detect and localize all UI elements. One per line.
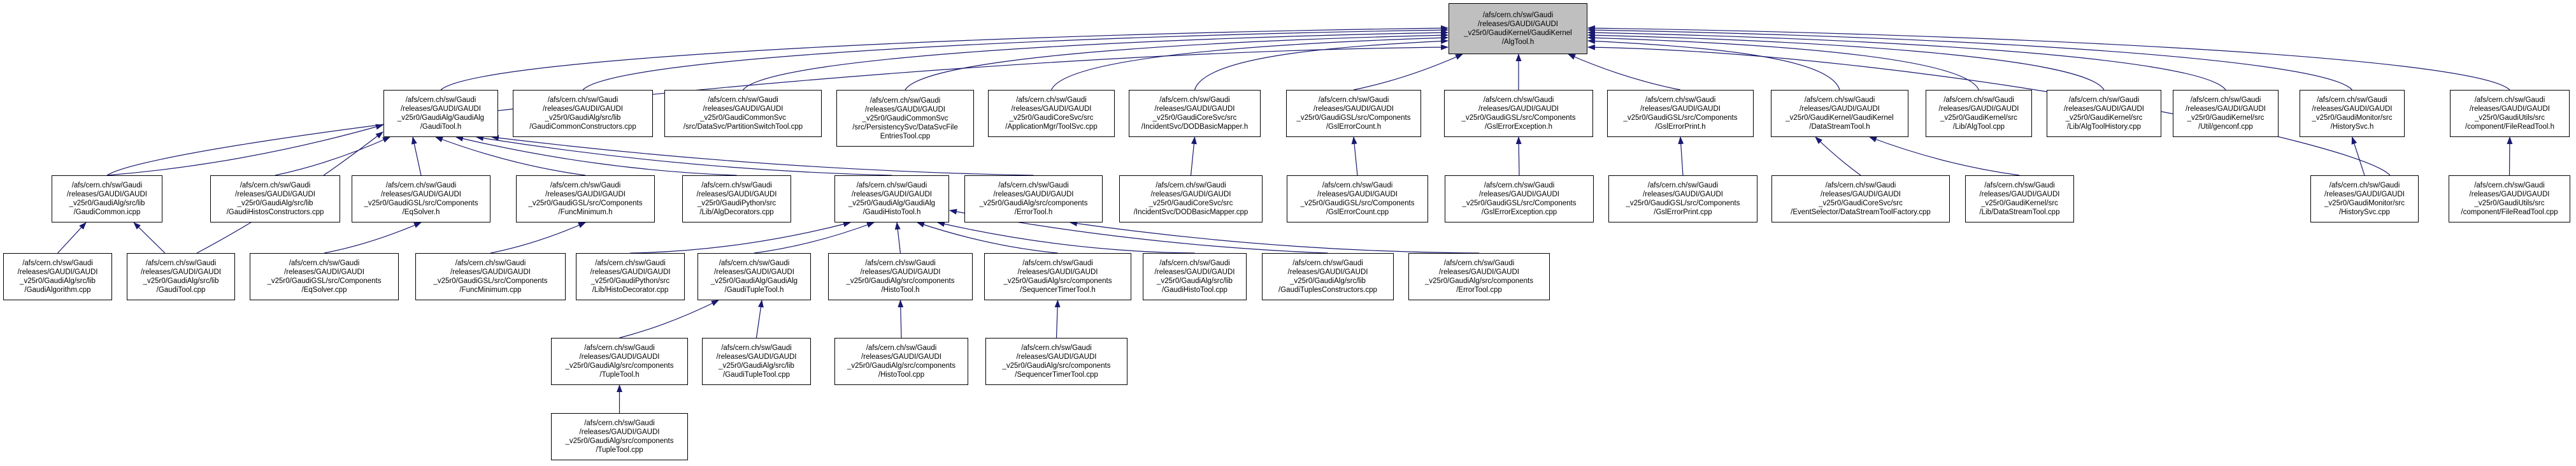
node-label-line: /afs/cern.ch/sw/Gaudi	[289, 259, 360, 267]
include-edge	[1568, 54, 1680, 90]
node-label-line: /releases/GAUDI/GAUDI	[1800, 105, 1880, 113]
node-label-line: /afs/cern.ch/sw/Gaudi	[22, 259, 93, 267]
node-label-line: _v25r0/GaudiCoreSvc/src	[1148, 200, 1233, 207]
include-edge	[107, 125, 383, 175]
graph-node-n2_14[interactable]	[2300, 90, 2405, 137]
graph-node-root	[1449, 3, 1587, 54]
node-label-line: /afs/cern.ch/sw/Gaudi	[1292, 259, 1363, 267]
include-edge	[1870, 137, 2020, 175]
graph-node-n5_2[interactable]	[702, 338, 811, 385]
node-label-line: /afs/cern.ch/sw/Gaudi	[584, 419, 655, 427]
graph-node-n5_4[interactable]	[985, 338, 1127, 385]
node-label-line: /afs/cern.ch/sw/Gaudi	[1943, 96, 2014, 104]
node-label-line: /afs/cern.ch/sw/Gaudi	[869, 96, 941, 105]
node-label-line: _v25r0/GaudiAlg/src/lib	[143, 277, 219, 285]
node-label-line: _v25r0/GaudiAlg/src/components	[847, 362, 956, 370]
node-label-line: /afs/cern.ch/sw/Gaudi	[547, 96, 619, 104]
include-edge	[620, 300, 719, 338]
node-label-line: _v25r0/GaudiKernel/GaudiKernel	[1785, 114, 1894, 122]
node-label-line: /afs/cern.ch/sw/Gaudi	[1482, 11, 1554, 19]
node-label-line: /FuncMinimum.h	[558, 208, 613, 216]
graph-node-n3_12[interactable]	[1771, 175, 1950, 222]
graph-node-n4_7[interactable]	[828, 253, 973, 300]
graph-node-n5_3[interactable]	[834, 338, 968, 385]
include-edge	[1057, 300, 1058, 338]
graph-node-n4_6[interactable]	[698, 253, 811, 300]
node-label-line: /releases/GAUDI/GAUDI	[1313, 105, 1394, 113]
node-label-line: _v25r0/GaudiCoreSvc/src	[1819, 200, 1903, 207]
include-edge	[456, 137, 737, 175]
include-edge	[413, 137, 421, 175]
graph-node-n3_13[interactable]	[1965, 175, 2074, 222]
node-label-line: /afs/cern.ch/sw/Gaudi	[2474, 182, 2545, 189]
node-label-line: /releases/GAUDI/GAUDI	[450, 268, 531, 276]
include-edge	[917, 222, 1058, 253]
include-edge	[1191, 137, 1195, 175]
node-label-line: _v25r0/GaudiKernel/src	[1981, 200, 2058, 207]
node-label-line: /afs/cern.ch/sw/Gaudi	[405, 96, 476, 104]
node-label-line: _v25r0/GaudiGSL/src/Components	[267, 277, 382, 285]
node-label-line: /releases/GAUDI/GAUDI	[1979, 191, 2060, 198]
node-label-line: /releases/GAUDI/GAUDI	[284, 268, 364, 276]
node-label-line: /releases/GAUDI/GAUDI	[861, 353, 941, 361]
include-edge	[1354, 137, 1357, 175]
node-label-line: _v25r0/GaudiGSL/src/Components	[1462, 200, 1577, 207]
node-label-line: /GaudiTool.cpp	[156, 286, 206, 294]
node-label-line: /releases/GAUDI/GAUDI	[865, 105, 945, 113]
graph-node-n2_2[interactable]	[513, 90, 653, 137]
graph-node-n3_7[interactable]	[964, 175, 1103, 222]
include-edge	[1195, 41, 1449, 90]
node-label-line: /afs/cern.ch/sw/Gaudi	[455, 259, 526, 267]
node-label-line: _v25r0/GaudiUtils/src	[2475, 114, 2545, 122]
node-label-line: _v25r0/GaudiAlg/GaudiAlg	[848, 200, 936, 207]
node-label-line: /releases/GAUDI/GAUDI	[2469, 191, 2550, 198]
node-label-line: /afs/cern.ch/sw/Gaudi	[1443, 259, 1515, 267]
node-label-line: /afs/cern.ch/sw/Gaudi	[856, 182, 927, 189]
node-label-line: /releases/GAUDI/GAUDI	[1017, 268, 1098, 276]
include-edge	[441, 28, 1448, 90]
node-label-line: _v25r0/GaudiAlg/src/components	[1003, 277, 1112, 285]
node-label-line: _v25r0/GaudiAlg/GaudiAlg	[710, 277, 798, 285]
node-label-line: /GaudiCommon.icpp	[73, 208, 141, 216]
node-label-line: _v25r0/GaudiGSL/src/Components	[1296, 114, 1411, 122]
node-label-line: /ApplicationMgr/ToolSvc.cpp	[1005, 123, 1098, 131]
node-label-line: /releases/GAUDI/GAUDI	[545, 191, 626, 198]
node-label-line: /afs/cern.ch/sw/Gaudi	[1484, 182, 1555, 189]
node-label-line: _v25r0/GaudiCoreSvc/src	[1009, 114, 1094, 122]
include-edge	[1052, 38, 1449, 90]
node-label-line: /GaudiAlgorithm.cpp	[24, 286, 91, 294]
node-label-line: /afs/cern.ch/sw/Gaudi	[1984, 182, 2055, 189]
node-label-line: /TupleTool.cpp	[596, 446, 643, 454]
node-label-line: /releases/GAUDI/GAUDI	[1317, 191, 1398, 198]
node-label-line: /afs/cern.ch/sw/Gaudi	[2190, 96, 2261, 104]
graph-node-n3_5[interactable]	[682, 175, 791, 222]
node-label-line: /afs/cern.ch/sw/Gaudi	[1483, 96, 1554, 104]
include-edge	[490, 222, 585, 253]
node-label-line: /releases/GAUDI/GAUDI	[1154, 105, 1235, 113]
node-label-line: _v25r0/GaudiAlg/src/components	[565, 437, 674, 445]
node-label-line: _v25r0/GaudiMonitor/src	[2324, 200, 2405, 207]
node-label-line: /HistorySvc.cpp	[2339, 208, 2390, 216]
include-edge	[1354, 54, 1463, 90]
graph-node-n2_1[interactable]	[383, 90, 498, 137]
node-label-line: /releases/GAUDI/GAUDI	[1439, 268, 1519, 276]
node-label-line: /GaudiHistosConstructors.cpp	[226, 208, 324, 216]
node-label-line: /releases/GAUDI/GAUDI	[703, 105, 784, 113]
graph-node-n4_9[interactable]	[1143, 253, 1247, 300]
node-label-line: _v25r0/GaudiAlg/src/components	[1424, 277, 1534, 285]
graph-node-n2_9[interactable]	[1607, 90, 1754, 137]
graph-node-n3_4[interactable]	[516, 175, 655, 222]
node-label-line: /releases/GAUDI/GAUDI	[579, 428, 660, 436]
node-label-line: /afs/cern.ch/sw/Gaudi	[701, 182, 772, 189]
graph-node-n2_3[interactable]	[664, 90, 822, 137]
graph-node-n2_11[interactable]	[1926, 90, 2032, 137]
graph-node-n3_9[interactable]	[1287, 175, 1428, 222]
node-label-line: _v25r0/GaudiMonitor/src	[2312, 114, 2393, 122]
include-edge	[754, 222, 874, 253]
node-label-line: /HistorySvc.h	[2330, 123, 2374, 131]
graph-node-n3_11[interactable]	[1608, 175, 1757, 222]
graph-node-n3_15[interactable]	[2449, 175, 2570, 222]
graph-node-n3_3[interactable]	[352, 175, 490, 222]
node-label-line: /afs/cern.ch/sw/Gaudi	[865, 259, 936, 267]
node-label-line: /releases/GAUDI/GAUDI	[2470, 105, 2550, 113]
graph-node-n4_1[interactable]	[3, 253, 112, 300]
node-label-line: /GaudiCommonConstructors.cpp	[529, 123, 636, 131]
node-label-line: /releases/GAUDI/GAUDI	[1643, 191, 1723, 198]
node-label-line: /afs/cern.ch/sw/Gaudi	[550, 182, 621, 189]
node-label-line: /releases/GAUDI/GAUDI	[141, 268, 221, 276]
node-label-line: /releases/GAUDI/GAUDI	[2312, 105, 2393, 113]
graph-node-n5_1[interactable]	[551, 338, 688, 385]
node-label-line: _v25r0/GaudiKernel/src	[2187, 114, 2265, 122]
graph-node-n2_8[interactable]	[1444, 90, 1593, 137]
graph-node-n2_13[interactable]	[2173, 90, 2279, 137]
graph-node-n2_4[interactable]	[836, 90, 974, 147]
include-edge	[757, 300, 762, 338]
node-label-line: /afs/cern.ch/sw/Gaudi	[998, 182, 1069, 189]
node-label-line: /Util/genconf.cpp	[2198, 123, 2253, 131]
node-label-line: /Lib/AlgDecorators.cpp	[699, 208, 774, 216]
node-label-line: /GaudiTool.h	[420, 123, 462, 131]
node-label-line: _v25r0/GaudiGSL/src/Components	[1461, 114, 1576, 122]
node-label-line: /TupleTool.h	[599, 371, 640, 379]
node-label-line: /GaudiTupleTool.cpp	[722, 371, 791, 379]
node-label-line: /afs/cern.ch/sw/Gaudi	[1804, 96, 1875, 104]
node-label-line: /afs/cern.ch/sw/Gaudi	[721, 344, 792, 352]
node-label-line: /releases/GAUDI/GAUDI	[1478, 105, 1559, 113]
graph-node-n3_6[interactable]	[834, 175, 949, 222]
node-label-line: _v25r0/GaudiGSL/src/Components	[528, 200, 643, 207]
graph-node-n3_2[interactable]	[210, 175, 340, 222]
node-label-line: _v25r0/GaudiPython/src	[590, 277, 670, 285]
node-label-line: /releases/GAUDI/GAUDI	[67, 191, 147, 198]
graph-node-n2_10[interactable]	[1771, 90, 1908, 137]
node-label-line: /Lib/DataStreamTool.cpp	[1979, 208, 2060, 216]
node-label-line: /GaudiHistoTool.cpp	[1162, 286, 1227, 294]
node-label-line: _v25r0/GaudiAlg/src/lib	[237, 200, 313, 207]
node-label-line: _v25r0/GaudiAlg/src/lib	[545, 114, 621, 122]
node-label-line: /afs/cern.ch/sw/Gaudi	[866, 344, 937, 352]
node-label-line: /releases/GAUDI/GAUDI	[714, 268, 794, 276]
node-label-line: _v25r0/GaudiKernel/GaudiKernel	[1464, 29, 1572, 37]
node-label-line: /releases/GAUDI/GAUDI	[235, 191, 315, 198]
node-label-line: /afs/cern.ch/sw/Gaudi	[1159, 259, 1230, 267]
node-label-line: /HistoTool.cpp	[878, 371, 925, 379]
node-label-line: _v25r0/GaudiGSL/src/Components	[433, 277, 548, 285]
include-edge	[1815, 137, 1861, 175]
node-label-line: _v25r0/GaudiGSL/src/Components	[364, 200, 478, 207]
include-edge	[1680, 137, 1683, 175]
node-label-line: _v25r0/GaudiKernel/src	[1940, 114, 2017, 122]
node-label-line: /releases/GAUDI/GAUDI	[2324, 191, 2405, 198]
include-edge	[1588, 35, 2104, 90]
node-label-line: /afs/cern.ch/sw/Gaudi	[240, 182, 311, 189]
graph-node-n2_12[interactable]	[2047, 90, 2161, 137]
node-label-line: /releases/GAUDI/GAUDI	[2064, 105, 2144, 113]
node-label-line: /releases/GAUDI/GAUDI	[543, 105, 623, 113]
include-edge	[631, 222, 851, 253]
node-label-line: /releases/GAUDI/GAUDI	[1479, 191, 1559, 198]
graph-node-n4_10[interactable]	[1262, 253, 1394, 300]
include-edge	[897, 222, 901, 253]
node-label-line: /releases/GAUDI/GAUDI	[590, 268, 671, 276]
node-label-line: /releases/GAUDI/GAUDI	[1478, 20, 1558, 28]
node-label-line: /GaudiTupleTool.h	[724, 286, 784, 294]
node-label-line: /releases/GAUDI/GAUDI	[852, 191, 932, 198]
node-label-line: _v25r0/GaudiAlg/src/components	[565, 362, 674, 370]
node-label-line: _v25r0/GaudiCommonSvc	[700, 114, 786, 122]
node-label-line: /IncidentSvc/DODBasicMapper.h	[1141, 123, 1249, 131]
node-label-line: /Lib/HistoDecorator.cpp	[592, 286, 669, 294]
node-label-line: /afs/cern.ch/sw/Gaudi	[1318, 96, 1389, 104]
node-label-line: /afs/cern.ch/sw/Gaudi	[2474, 96, 2545, 104]
node-label-line: _v25r0/GaudiAlg/src/components	[979, 200, 1088, 207]
node-label-line: /EqSolver.h	[402, 208, 440, 216]
graph-node-n4_2[interactable]	[127, 253, 235, 300]
node-label-line: _v25r0/GaudiAlg/src/lib	[1157, 277, 1233, 285]
graph-node-n3_1[interactable]	[52, 175, 162, 222]
node-label-line: /src/PersistencySvc/DataSvcFile	[852, 123, 958, 131]
node-label-line: EntriesTool.cpp	[880, 132, 931, 140]
include-edge	[324, 222, 421, 253]
node-label-line: /releases/GAUDI/GAUDI	[1821, 191, 1901, 198]
graph-node-n2_7[interactable]	[1286, 90, 1421, 137]
node-label-line: /FuncMinimum.cpp	[459, 286, 522, 294]
graph-node-n3_10[interactable]	[1445, 175, 1594, 222]
graph-node-n2_6[interactable]	[1129, 90, 1261, 137]
node-label-line: /releases/GAUDI/GAUDI	[993, 191, 1074, 198]
node-label-line: /GslErrorPrint.cpp	[1654, 208, 1712, 216]
include-edge	[2352, 137, 2365, 175]
node-label-line: /afs/cern.ch/sw/Gaudi	[1159, 96, 1230, 104]
include-edge	[743, 33, 1449, 90]
include-edge	[901, 300, 902, 338]
graph-node-n2_5[interactable]	[988, 90, 1115, 137]
node-label-line: /GaudiTuplesConstructors.cpp	[1278, 286, 1377, 294]
graph-node-n4_4[interactable]	[415, 253, 566, 300]
node-label-line: _v25r0/GaudiGSL/src/Components	[1300, 200, 1415, 207]
include-edge	[1588, 28, 2510, 90]
node-label-line: _v25r0/GaudiCommonSvc	[862, 114, 948, 122]
node-label-line: /afs/cern.ch/sw/Gaudi	[1016, 96, 1087, 104]
node-label-line: /ErrorTool.cpp	[1456, 286, 1502, 294]
node-label-line: /releases/GAUDI/GAUDI	[1938, 105, 2019, 113]
node-label-line: /afs/cern.ch/sw/Gaudi	[1022, 259, 1093, 267]
node-label-line: /releases/GAUDI/GAUDI	[1640, 105, 1721, 113]
node-label-line: /releases/GAUDI/GAUDI	[17, 268, 98, 276]
node-label-line: /Lib/AlgToolHistory.cpp	[2066, 123, 2142, 131]
node-label-line: _v25r0/GaudiAlg/src/components	[1002, 362, 1111, 370]
node-label-line: /AlgTool.h	[1501, 38, 1535, 46]
include-edge	[436, 137, 585, 175]
node-label-line: /GslErrorPrint.h	[1655, 123, 1706, 131]
node-label-line: /afs/cern.ch/sw/Gaudi	[595, 259, 666, 267]
node-label-line: /releases/GAUDI/GAUDI	[579, 353, 660, 361]
node-label-line: /afs/cern.ch/sw/Gaudi	[145, 259, 217, 267]
node-label-line: /Lib/AlgTool.cpp	[1952, 123, 2005, 131]
node-label-line: /releases/GAUDI/GAUDI	[381, 191, 461, 198]
graph-node-n3_8[interactable]	[1119, 175, 1263, 222]
node-label-line: /DataStreamTool.h	[1809, 123, 1870, 131]
node-label-line: /releases/GAUDI/GAUDI	[1154, 268, 1235, 276]
node-label-line: /afs/cern.ch/sw/Gaudi	[584, 344, 655, 352]
node-label-line: _v25r0/GaudiCoreSvc/src	[1152, 114, 1237, 122]
node-label-line: /releases/GAUDI/GAUDI	[1011, 105, 1092, 113]
node-label-line: /releases/GAUDI/GAUDI	[716, 353, 797, 361]
node-label-line: /GslErrorCount.h	[1326, 123, 1382, 131]
include-edge	[134, 222, 165, 253]
node-label-line: /releases/GAUDI/GAUDI	[696, 191, 777, 198]
node-label-line: /SequencerTimerTool.h	[1020, 286, 1096, 294]
graph-node-n4_3[interactable]	[250, 253, 399, 300]
node-label-line: /afs/cern.ch/sw/Gaudi	[2068, 96, 2140, 104]
node-label-line: /GslErrorException.cpp	[1481, 208, 1557, 216]
graph-node-n4_5[interactable]	[576, 253, 685, 300]
node-label-line: /HistoTool.h	[881, 286, 920, 294]
node-label-line: /releases/GAUDI/GAUDI	[860, 268, 941, 276]
node-label-line: _v25r0/GaudiKernel/src	[2065, 114, 2143, 122]
node-label-line: _v25r0/GaudiAlg/src/lib	[20, 277, 96, 285]
node-label-line: /releases/GAUDI/GAUDI	[1150, 191, 1231, 198]
node-label-line: _v25r0/GaudiAlg/src/lib	[719, 362, 794, 370]
node-label-line: /ErrorTool.h	[1014, 208, 1053, 216]
graph-node-n6_1[interactable]	[551, 413, 688, 460]
node-label-line: /afs/cern.ch/sw/Gaudi	[1825, 182, 1896, 189]
node-label-line: _v25r0/GaudiAlg/GaudiAlg	[397, 114, 485, 122]
node-label-line: /afs/cern.ch/sw/Gaudi	[1322, 182, 1393, 189]
node-label-line: /GaudiHistoTool.h	[862, 208, 921, 216]
node-label-line: _v25r0/GaudiGSL/src/Components	[1623, 114, 1738, 122]
include-edge	[938, 222, 1195, 253]
node-label-line: /IncidentSvc/DODBasicMapper.cpp	[1133, 208, 1249, 216]
node-label-line: /afs/cern.ch/sw/Gaudi	[1156, 182, 1226, 189]
node-label-line: /SequencerTimerTool.cpp	[1015, 371, 1098, 379]
node-label-line: /releases/GAUDI/GAUDI	[1287, 268, 1368, 276]
graph-node-n2_15[interactable]	[2450, 90, 2570, 137]
node-label-line: _v25r0/GaudiUtils/src	[2474, 200, 2545, 207]
node-label-line: /releases/GAUDI/GAUDI	[2186, 105, 2266, 113]
node-label-line: /afs/cern.ch/sw/Gaudi	[71, 182, 143, 189]
graph-node-n3_14[interactable]	[2310, 175, 2419, 222]
node-label-line: /GslErrorException.h	[1484, 123, 1553, 131]
node-label-line: /releases/GAUDI/GAUDI	[401, 105, 481, 113]
node-label-line: /afs/cern.ch/sw/Gaudi	[385, 182, 457, 189]
node-label-line: /releases/GAUDI/GAUDI	[1016, 353, 1097, 361]
node-label-line: /src/DataSvc/PartitionSwitchTool.cpp	[683, 123, 803, 131]
include-edge	[58, 222, 87, 253]
node-label-line: _v25r0/GaudiAlg/src/components	[846, 277, 955, 285]
node-label-line: _v25r0/GaudiAlg/src/lib	[69, 200, 145, 207]
node-label-line: /GslErrorCount.cpp	[1326, 208, 1389, 216]
node-label-line: /afs/cern.ch/sw/Gaudi	[2329, 182, 2400, 189]
node-label-line: _v25r0/GaudiGSL/src/Components	[1626, 200, 1740, 207]
node-label-line: /afs/cern.ch/sw/Gaudi	[1645, 96, 1716, 104]
node-label-line: /component/FileReadTool.h	[2465, 123, 2554, 131]
node-label-line: /afs/cern.ch/sw/Gaudi	[708, 96, 778, 104]
node-label-line: _v25r0/GaudiPython/src	[697, 200, 776, 207]
node-label-line: /component/FileReadTool.cpp	[2461, 208, 2558, 216]
include-edge	[905, 35, 1448, 90]
node-label-line: /afs/cern.ch/sw/Gaudi	[2317, 96, 2387, 104]
node-label-line: /EqSolver.cpp	[301, 286, 347, 294]
graph-node-n4_11[interactable]	[1408, 253, 1550, 300]
node-label-line: _v25r0/GaudiAlg/src/lib	[1290, 277, 1366, 285]
graph-node-n4_8[interactable]	[984, 253, 1131, 300]
node-label-line: /EventSelector/DataStreamToolFactory.cpp	[1791, 208, 1931, 216]
node-label-line: /afs/cern.ch/sw/Gaudi	[1647, 182, 1719, 189]
node-label-line: /afs/cern.ch/sw/Gaudi	[1021, 344, 1092, 352]
node-label-line: /afs/cern.ch/sw/Gaudi	[719, 259, 790, 267]
